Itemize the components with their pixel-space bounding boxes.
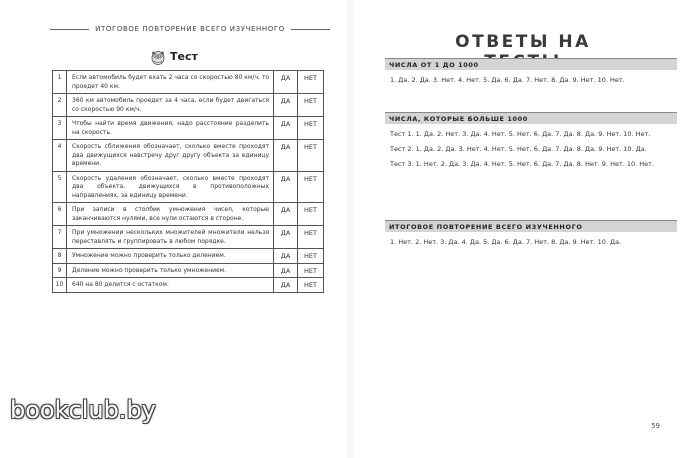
question-number: 9 [53,263,67,278]
question-text: 360 км автомобиль проедет за 4 часа, если будет двигаться со скоростью 90 км/ч. [67,94,274,117]
answers-line: Тест 3. 1. Нет. 2. Да. 3. Да. 4. Нет. 5. Нет. 6. Да. 7. Да. 8. Нет. 9. Нет. 10. Нет. [390,160,655,168]
test-row [53,94,324,117]
answer-yes-cell: ДА [274,117,298,140]
question-text: Скорость удаления обозначает, сколько вместе проходят два объекта, движущихся в противоположных направлениях, за единицу времени. [67,171,274,203]
answer-yes-cell: ДА [274,94,298,117]
test-row [53,278,324,293]
answers-section-1 [385,58,677,90]
right-page [355,0,700,458]
answer-no-cell: НЕТ [298,203,324,226]
question-number: 10 [53,278,67,293]
question-number: 5 [53,171,67,203]
test-header [150,44,198,68]
test-row [53,171,324,203]
answer-no-cell: НЕТ [298,117,324,140]
answer-yes-cell: ДА [274,249,298,264]
question-number: 7 [53,226,67,249]
answers-section-3 [385,220,677,252]
answers-line: 1. Да. 2. Да. 3. Нет. 4. Нет. 5. Да. 6. Да. 7. Нет. 8. Да. 9. Нет. 10. Нет. [390,76,625,84]
test-table [52,70,324,293]
question-text: Скорость сближения обозначает, сколько вместе проходят два движущихся навстречу друг другу объекта за единицу времени. [67,140,274,172]
question-number: 8 [53,249,67,264]
page-number: 59 [651,422,660,430]
section-heading: ЧИСЛА, КОТОРЫЕ БОЛЬШЕ 1000 [385,112,677,124]
section-body [385,124,677,170]
answer-no-cell: НЕТ [298,263,324,278]
question-text: При записи в столбик умножения чисел, которые заканчиваются нулями, все нули остаются в стороне. [67,203,274,226]
watermark-logo: bookclub.by [10,396,156,424]
question-text: Если автомобиль будет ехать 2 часа со скоростью 80 км/ч, то проедет 40 км. [67,71,274,94]
answers-line: 1. Нет. 2. Нет. 3. Да. 4. Да. 5. Да. 6. Да. 7. Нет. 8. Да. 9. Нет. 10. Да. [390,238,622,246]
test-row [53,249,324,264]
section-heading: ИТОГОВОЕ ПОВТОРЕНИЕ ВСЕГО ИЗУЧЕННОГО [385,220,677,232]
answer-yes-cell: ДА [274,278,298,293]
running-head: ИТОГОВОЕ ПОВТОРЕНИЕ ВСЕГО ИЗУЧЕННОГО [44,22,336,36]
question-text: 640 на 80 делится с остатком. [67,278,274,293]
answer-no-cell: НЕТ [298,278,324,293]
test-title: Тест [170,49,198,63]
question-number: 1 [53,71,67,94]
left-page [0,0,345,458]
test-row [53,71,324,94]
question-number: 4 [53,140,67,172]
answers-section-2 [385,112,677,174]
answers-line: Тест 1. 1. Да. 2. Нет. 3. Да. 4. Нет. 5. Нет. 6. Да. 7. Да. 8. Да. 9. Нет. 10. Нет. [390,130,651,138]
answer-no-cell: НЕТ [298,71,324,94]
section-body [385,232,677,248]
question-text: Деление можно проверить только умножением. [67,263,274,278]
test-row [53,226,324,249]
answer-no-cell: НЕТ [298,249,324,264]
test-row [53,140,324,172]
owl-icon [150,47,166,65]
question-text: При умножении нескольких множителей множители нельзя переставлять и группировать в любом порядке. [67,226,274,249]
answer-yes-cell: ДА [274,203,298,226]
answer-no-cell: НЕТ [298,171,324,203]
test-row [53,117,324,140]
answer-yes-cell: ДА [274,263,298,278]
section-body [385,70,677,86]
question-number: 2 [53,94,67,117]
answer-no-cell: НЕТ [298,94,324,117]
answer-no-cell: НЕТ [298,140,324,172]
answer-no-cell: НЕТ [298,226,324,249]
question-number: 3 [53,117,67,140]
question-text: Умножение можно проверить только делением. [67,249,274,264]
answer-yes-cell: ДА [274,171,298,203]
test-row [53,263,324,278]
book-gutter [345,0,355,458]
answer-yes-cell: ДА [274,226,298,249]
answer-yes-cell: ДА [274,140,298,172]
answer-yes-cell: ДА [274,71,298,94]
answers-line: Тест 2. 1. Да. 2. Да. 3. Нет. 4. Нет. 5. Нет. 6. Да. 7. Да. 8. Да. 9. Нет. 10. Да. [390,145,647,153]
section-heading: ЧИСЛА ОТ 1 ДО 1000 [385,58,677,70]
test-row [53,203,324,226]
answers-title: ОТВЕТЫ НА [455,32,591,52]
question-text: Чтобы найти время движения, надо расстояние разделить на скорость. [67,117,274,140]
question-number: 6 [53,203,67,226]
